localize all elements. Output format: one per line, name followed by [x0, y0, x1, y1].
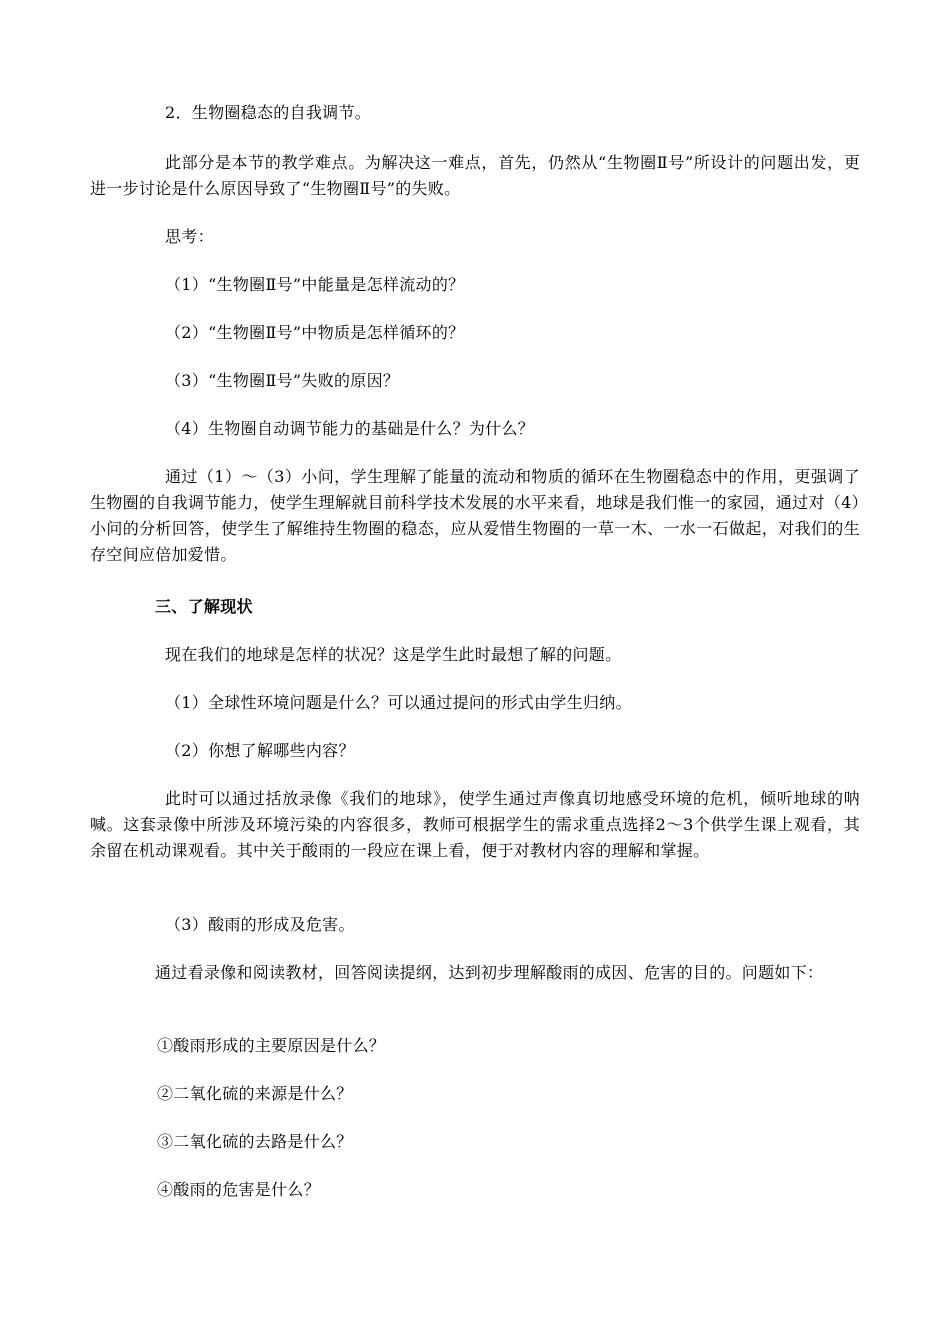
acid-rain-question-1: ①酸雨形成的主要原因是什么？ — [157, 1036, 386, 1055]
question-2: （2）“生物圈Ⅱ号”中物质是怎样循环的？ — [165, 323, 465, 342]
paragraph-reading: 通过看录像和阅读教材，回答阅读提纲，达到初步理解酸雨的成因、危害的目的。问题如下： — [155, 963, 824, 982]
sub-question-3: （3）酸雨的形成及危害。 — [165, 915, 355, 934]
think-label: 思考： — [165, 227, 214, 246]
sub-question-2: （2）你想了解哪些内容？ — [165, 741, 355, 760]
question-4: （4）生物圈自动调节能力的基础是什么？为什么？ — [165, 419, 535, 438]
paragraph-analysis: 通过（1）～（3）小问，学生理解了能量的流动和物质的循环在生物圈稳态中的作用，更强调了生物圈的自我调节能力，使学生理解就目前科学技术发展的水平来看，地球是我们惟一的家园，通过对（4）小问的分析回答，使学生了解维持生物圈的稳态，应从爱惜生物圈的一草一木、一水一石做起，对我们的生存空间应倍加爱惜。 — [90, 467, 860, 564]
section-heading: 三、了解现状 — [155, 597, 253, 616]
question-1: （1）“生物圈Ⅱ号”中能量是怎样流动的？ — [165, 275, 465, 294]
acid-rain-question-4: ④酸雨的危害是什么？ — [157, 1180, 321, 1199]
sub-question-1: （1）全球性环境问题是什么？可以通过提问的形式由学生归纳。 — [165, 693, 632, 712]
question-3: （3）“生物圈Ⅱ号”失败的原因？ — [165, 371, 400, 390]
paragraph-status: 现在我们的地球是怎样的状况？这是学生此时最想了解的问题。 — [165, 645, 622, 664]
acid-rain-question-3: ③二氧化硫的去路是什么？ — [157, 1132, 353, 1151]
subsection-heading: 2．生物圈稳态的自我调节。 — [165, 103, 372, 122]
acid-rain-question-2: ②二氧化硫的来源是什么？ — [157, 1084, 353, 1103]
paragraph-intro: 此部分是本节的教学难点。为解决这一难点，首先，仍然从“生物圈Ⅱ号”所设计的问题出发，更进一步讨论是什么原因导致了“生物圈Ⅱ号”的失败。 — [90, 153, 860, 198]
paragraph-video: 此时可以通过括放录像《我们的地球》，使学生通过声像真切地感受环境的危机，倾听地球的呐喊。这套录像中所涉及环境污染的内容很多，教师可根据学生的需求重点选择2～3个供学生课上观看，其余留在机动课观看。其中关于酸雨的一段应在课上看，便于对教材内容的理解和掌握。 — [90, 789, 860, 860]
